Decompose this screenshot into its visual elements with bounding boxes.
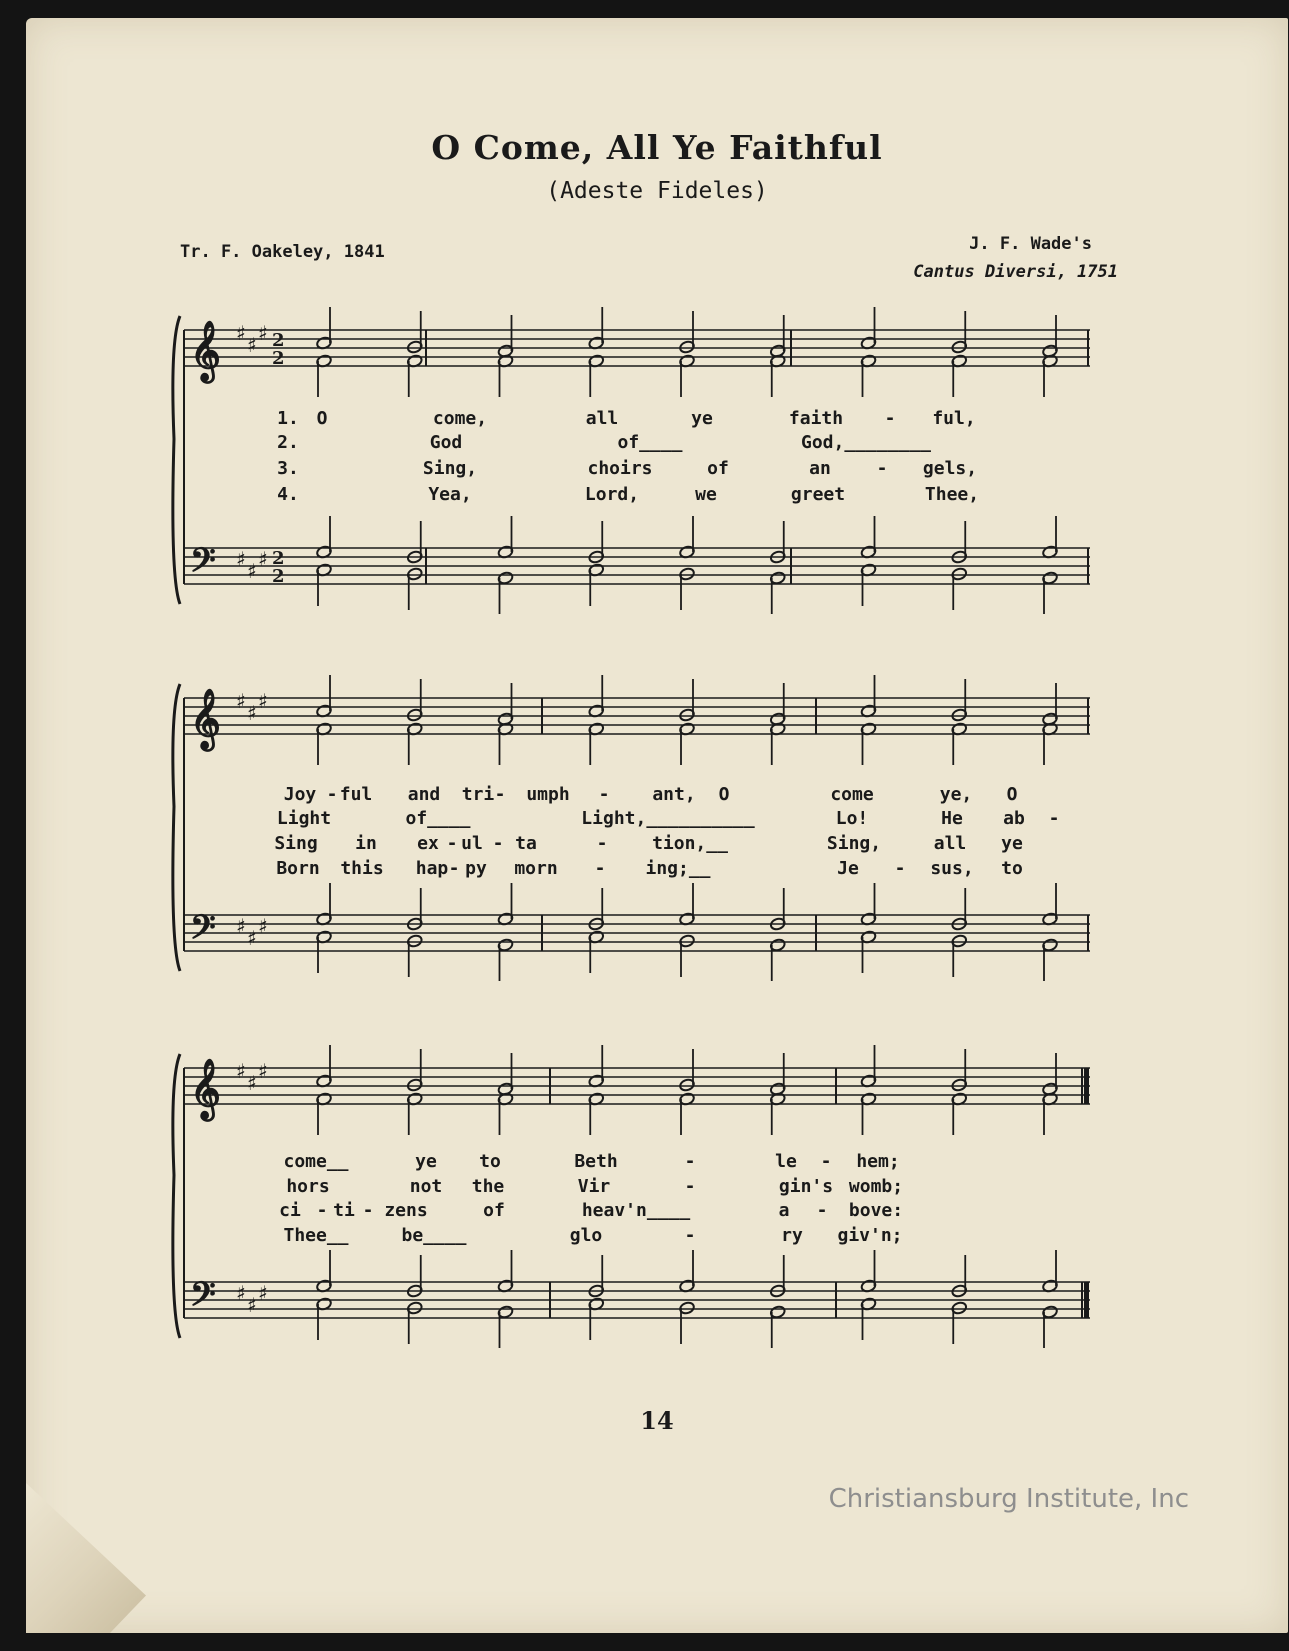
lyric-syllable: ye	[1001, 833, 1023, 854]
lyric-syllable: Je	[837, 858, 859, 879]
lyric-syllable: le	[775, 1151, 797, 1172]
lyric-syllable: greet	[790, 484, 846, 505]
lyric-syllable: -	[894, 858, 906, 879]
lyric-syllable: Light	[276, 808, 332, 829]
time-signature: 2	[272, 566, 285, 587]
lyric-syllable: 3.	[277, 458, 299, 479]
sharp-sign: ♯	[236, 914, 246, 938]
lyric-syllable: -	[820, 1151, 832, 1172]
lyric-syllable: -	[362, 1200, 374, 1221]
lyric-syllable: this	[340, 858, 384, 879]
system-bracket	[173, 684, 180, 971]
lyric-syllable: Sing,	[826, 833, 882, 854]
lyric-syllable: py	[465, 858, 487, 879]
lyric-syllable: Born	[276, 858, 320, 879]
lyric-syllable: 1.	[277, 408, 299, 429]
sharp-sign: ♯	[247, 559, 257, 583]
translator-credit: Tr. F. Oakeley, 1841	[180, 242, 385, 262]
lyric-syllable: glo	[569, 1225, 603, 1246]
lyric-syllable: tri	[461, 784, 495, 805]
lyric-syllable: Yea,	[428, 484, 472, 505]
lyric-syllable: come__	[283, 1151, 349, 1172]
hymn-subtitle: (Adeste Fideles)	[546, 178, 768, 204]
lyric-syllable: Joy	[283, 784, 317, 805]
composer-credit: J. F. Wade's	[969, 234, 1092, 254]
final-bar-thick	[1084, 1282, 1089, 1318]
sharp-sign: ♯	[258, 689, 268, 713]
lyric-syllable: -	[684, 1151, 696, 1172]
lyric-syllable: Thee,	[924, 484, 980, 505]
lyric-syllable: sus,	[930, 858, 974, 879]
lyric-syllable: of____	[617, 432, 683, 453]
lyric-syllable: womb;	[848, 1176, 904, 1197]
watermark: Christiansburg Institute, Inc	[828, 1484, 1189, 1514]
lyric-syllable: -	[884, 408, 896, 429]
sharp-sign: ♯	[258, 321, 268, 345]
sharp-sign: ♯	[236, 1059, 246, 1083]
lyric-syllable: hem;	[856, 1151, 900, 1172]
lyric-syllable: -	[316, 1200, 328, 1221]
lyric-syllable: hap	[415, 858, 449, 879]
final-bar-thick	[1084, 1068, 1089, 1104]
sharp-sign: ♯	[236, 321, 246, 345]
lyric-syllable: ful	[339, 784, 373, 805]
lyric-syllable: -	[494, 784, 506, 805]
lyric-syllable: ti	[333, 1200, 355, 1221]
lyric-syllable: ing;__	[645, 858, 711, 879]
lyric-syllable: gels,	[922, 458, 978, 479]
lyric-syllable: God,________	[800, 432, 932, 453]
lyric-syllable: and	[407, 784, 441, 805]
lyric-syllable: an	[809, 458, 831, 479]
sharp-sign: ♯	[247, 701, 257, 725]
sharp-sign: ♯	[247, 1071, 257, 1095]
bass-clef: 𝄢	[190, 541, 216, 588]
lyric-syllable: ful,	[932, 408, 976, 429]
lyric-syllable: Lord,	[584, 484, 640, 505]
lyric-syllable: -	[596, 833, 608, 854]
lyric-syllable: bove:	[848, 1200, 904, 1221]
sharp-sign: ♯	[258, 914, 268, 938]
sharp-sign: ♯	[236, 1281, 246, 1305]
page-number: 14	[640, 1406, 674, 1435]
lyric-syllable: ye,	[939, 784, 973, 805]
lyric-syllable: -	[448, 858, 460, 879]
lyric-syllable: 4.	[277, 484, 299, 505]
lyric-syllable: to	[479, 1151, 501, 1172]
lyric-syllable: -	[326, 784, 338, 805]
lyric-syllable: faith	[788, 408, 844, 429]
hymn-page	[26, 18, 1288, 1633]
lyric-syllable: -	[816, 1200, 828, 1221]
lyric-syllable: all	[933, 833, 967, 854]
time-signature: 2	[272, 548, 285, 569]
lyric-syllable: gin's	[778, 1176, 834, 1197]
lyric-syllable: tion,__	[652, 833, 728, 854]
system-bracket	[173, 316, 180, 604]
lyric-syllable: heav'n____	[581, 1200, 691, 1221]
lyric-syllable: morn	[514, 858, 558, 879]
lyric-syllable: ant,	[652, 784, 696, 805]
lyric-syllable: choirs	[587, 458, 653, 479]
lyric-syllable: Beth	[574, 1151, 618, 1172]
sharp-sign: ♯	[258, 547, 268, 571]
lyric-syllable: umph	[526, 784, 570, 805]
lyric-syllable: a	[778, 1200, 790, 1221]
lyric-syllable: -	[684, 1176, 696, 1197]
lyric-syllable: not	[409, 1176, 443, 1197]
time-signature: 2	[272, 348, 285, 369]
bass-clef: 𝄢	[190, 1275, 216, 1322]
lyric-syllable: of____	[405, 808, 471, 829]
lyric-syllable: ci	[279, 1200, 301, 1221]
sharp-sign: ♯	[236, 689, 246, 713]
lyric-syllable: the	[471, 1176, 505, 1197]
lyric-syllable: ab	[1003, 808, 1025, 829]
lyric-syllable: -	[446, 833, 458, 854]
lyric-syllable: be____	[401, 1225, 467, 1246]
lyric-syllable: -	[594, 858, 606, 879]
lyric-syllable: God	[429, 432, 463, 453]
sharp-sign: ♯	[247, 333, 257, 357]
sharp-sign: ♯	[258, 1059, 268, 1083]
bass-clef: 𝄢	[190, 908, 216, 955]
lyric-syllable: come	[830, 784, 874, 805]
lyric-syllable: ul	[461, 833, 483, 854]
lyric-syllable: come,	[432, 408, 488, 429]
sharp-sign: ♯	[258, 1281, 268, 1305]
lyric-syllable: zens	[384, 1200, 428, 1221]
lyric-syllable: we	[695, 484, 717, 505]
sharp-sign: ♯	[236, 547, 246, 571]
lyric-syllable: -	[1048, 808, 1060, 829]
treble-clef: 𝄞	[190, 688, 221, 749]
lyric-syllable: giv'n;	[837, 1225, 903, 1246]
lyric-syllable: all	[585, 408, 619, 429]
lyric-syllable: Thee__	[283, 1225, 349, 1246]
hymn-title: O Come, All Ye Faithful	[431, 128, 883, 167]
lyric-syllable: ye	[415, 1151, 437, 1172]
sharp-sign: ♯	[247, 1293, 257, 1317]
lyric-syllable: He	[941, 808, 963, 829]
lyric-syllable: Vir	[577, 1176, 611, 1197]
lyric-syllable: hors	[286, 1176, 330, 1197]
time-signature: 2	[272, 330, 285, 351]
lyric-syllable: of	[483, 1200, 505, 1221]
lyric-syllable: of	[707, 458, 729, 479]
lyric-syllable: -	[876, 458, 888, 479]
lyric-syllable: ye	[691, 408, 713, 429]
lyric-syllable: ex	[417, 833, 439, 854]
lyric-syllable: Sing	[274, 833, 318, 854]
lyric-syllable: ry	[781, 1225, 803, 1246]
lyric-syllable: -	[492, 833, 504, 854]
sharp-sign: ♯	[247, 926, 257, 950]
source-credit: Cantus Diversi, 1751	[913, 262, 1118, 282]
lyric-syllable: -	[684, 1225, 696, 1246]
lyric-syllable: Sing,	[422, 458, 478, 479]
lyric-syllable: O	[316, 408, 328, 429]
lyric-syllable: Light,__________	[581, 808, 755, 829]
lyric-syllable: 2.	[277, 432, 299, 453]
lyric-syllable: to	[1001, 858, 1023, 879]
lyric-syllable: ta	[515, 833, 537, 854]
lyric-syllable: Lo!	[835, 808, 869, 829]
lyric-syllable: O	[718, 784, 730, 805]
lyric-syllable: in	[355, 833, 377, 854]
lyric-syllable: -	[598, 784, 610, 805]
treble-clef: 𝄞	[190, 320, 221, 381]
system-bracket	[173, 1054, 180, 1338]
treble-clef: 𝄞	[190, 1058, 221, 1119]
lyric-syllable: O	[1006, 784, 1018, 805]
